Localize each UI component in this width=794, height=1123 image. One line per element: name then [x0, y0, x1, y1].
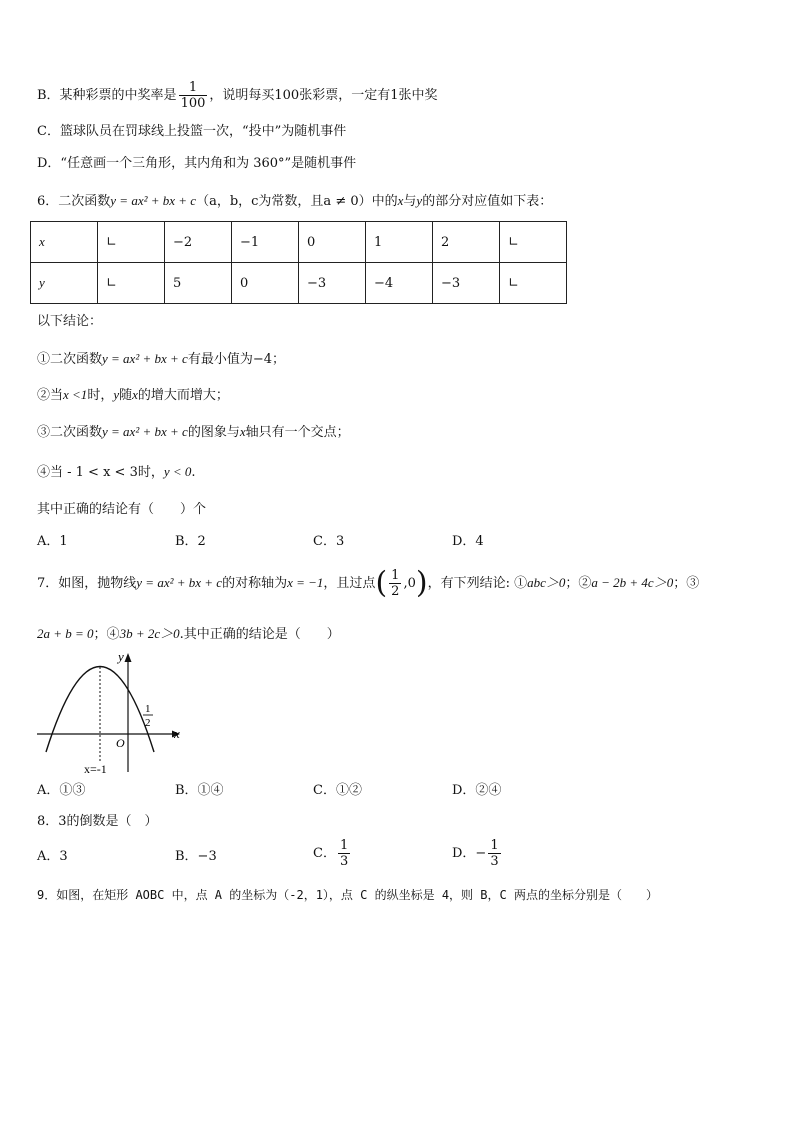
graph-half-den: 2 — [145, 717, 151, 729]
table-cell: −2 — [165, 222, 232, 263]
table-cell: ∟ — [500, 222, 567, 263]
c4-math: y < 0 — [163, 464, 192, 479]
q8-option-d-fraction — [488, 838, 500, 869]
table-cell: −3 — [433, 263, 500, 304]
c3-function: y = ax² + bx + c — [102, 424, 188, 439]
q5-option-b-post: ，说明每买100张彩票，一定有1张中奖 — [209, 88, 438, 103]
q9-stem: 9．如图，在矩形 AOBC 中，点 A 的坐标为（-2，1），点 C 的纵坐标是 4，则 B，C 两点的坐标分别是（ ） — [37, 888, 658, 902]
table-cell: x — [31, 222, 98, 263]
fraction-numerator: 1 — [339, 838, 349, 853]
q6-question: 其中正确的结论有（ ）个 — [37, 502, 207, 517]
c3-var-x: x — [239, 424, 246, 439]
table-cell: 2 — [433, 222, 500, 263]
c2-mid: 时， — [87, 388, 114, 403]
q6-conclusion-2 — [37, 386, 229, 405]
q7-point-fraction — [389, 568, 401, 599]
c1-function: y = ax² + bx + c — [102, 351, 188, 366]
q6-and: 与 — [403, 194, 417, 209]
fraction-denominator: 3 — [490, 854, 499, 869]
q6-option-b[interactable]: B．2 — [175, 534, 206, 549]
q6-conclusion-1 — [37, 350, 285, 369]
table-cell: ∟ — [98, 263, 165, 304]
q7-result-3: 2a + b = 0 — [37, 626, 94, 641]
c2-var-y: y — [113, 387, 120, 402]
q7-result-4: 3b + 2c＞0 — [119, 626, 180, 641]
table-cell: 0 — [299, 222, 366, 263]
table-row-x — [31, 222, 567, 263]
graph-y-arrow — [125, 653, 132, 662]
c1-pre: ①二次函数 — [37, 352, 103, 367]
q7-sep1: ；② — [565, 576, 592, 591]
q6-option-c[interactable]: C．3 — [313, 534, 345, 549]
table-cell: 5 — [165, 263, 232, 304]
graph-axis-label: x=-1 — [84, 762, 107, 775]
q8-stem: 8．3的倒数是（ ） — [37, 814, 158, 829]
q7-stem-mid3: ，有下列结论: ① — [427, 576, 528, 591]
graph-half-num: 1 — [145, 703, 151, 715]
c2-var-x: x — [132, 387, 138, 402]
q7-stem-mid: 的对称轴为 — [222, 576, 288, 591]
q6-stem-pre: 6．二次函数 — [37, 194, 111, 209]
q6-stem-post: 的部分对应值如下表： — [422, 194, 553, 209]
q7-option-b[interactable]: B．①④ — [175, 783, 224, 798]
q7-axis: x = −1 — [287, 575, 324, 590]
q5-option-c: C．篮球队员在罚球线上投篮一次，“投中”为随机事件 — [37, 124, 347, 139]
q7-point-y: ,0 — [403, 576, 416, 591]
graph-x-label: x — [174, 726, 180, 741]
table-cell: −4 — [366, 263, 433, 304]
q8-option-d-pre: D．− — [452, 846, 487, 861]
table-cell: 1 — [366, 222, 433, 263]
table-cell: y — [31, 263, 98, 304]
fraction-denominator: 2 — [391, 584, 400, 599]
c2-post: 的增大而增大； — [137, 388, 229, 403]
q7-result-2: a − 2b + 4c＞0 — [591, 575, 674, 590]
q6-var-x: x — [397, 193, 404, 208]
q8-option-c[interactable] — [313, 838, 352, 869]
q7-option-d[interactable]: D．②④ — [452, 783, 502, 798]
q7-stem-line2 — [37, 625, 340, 644]
q7-stem-mid2: ，且过点 — [323, 576, 376, 591]
fraction-numerator: 1 — [188, 80, 198, 95]
q6-var-y: y — [416, 193, 423, 208]
q5-option-b-pre: B．某种彩票的中奖率是 — [37, 88, 177, 103]
fraction-numerator: 1 — [391, 568, 400, 583]
q8-option-d[interactable] — [452, 838, 503, 869]
c2-mid2: 随 — [119, 388, 133, 403]
q6-stem-mid: （a，b，c为常数，且a ≠ 0）中的 — [196, 194, 398, 209]
q7-option-a[interactable]: A．①③ — [37, 783, 86, 798]
q6-stem — [37, 192, 552, 211]
q8-option-c-pre: C． — [313, 846, 336, 861]
q6-conclusion-3 — [37, 423, 350, 442]
q6-option-a[interactable]: A．1 — [37, 534, 68, 549]
fraction-denominator: 100 — [180, 96, 206, 111]
q6-conclusion-4 — [37, 463, 196, 482]
q6-option-d[interactable]: D．4 — [452, 534, 484, 549]
q7-stem-post: .其中正确的结论是（ ） — [179, 627, 340, 642]
q8-option-c-fraction — [338, 838, 350, 869]
graph-origin-label: O — [116, 736, 125, 750]
q7-result-1: abc＞0 — [527, 575, 566, 590]
fraction-denominator: 3 — [339, 854, 349, 869]
table-cell: −1 — [232, 222, 299, 263]
q7-function: y = ax² + bx + c — [136, 575, 223, 590]
q5-option-d: D．“任意画一个三角形，其内角和为 360°”是随机事件 — [37, 156, 357, 171]
q8-option-b[interactable]: B．−3 — [175, 849, 217, 864]
q8-option-a[interactable]: A．3 — [37, 849, 68, 864]
table-cell: −3 — [299, 263, 366, 304]
c3-mid: 的图象与 — [187, 425, 240, 440]
table-row-y — [31, 263, 567, 304]
q5-option-b-fraction — [179, 80, 208, 111]
c2-pre: ②当 — [37, 388, 64, 403]
table-cell: ∟ — [500, 263, 567, 304]
table-cell: 0 — [232, 263, 299, 304]
q7-stem-pre: 7．如图，抛物线 — [37, 576, 137, 591]
graph-y-label: y — [118, 649, 124, 664]
q7-sep2: ；③ — [673, 576, 700, 591]
q6-function: y = ax² + bx + c — [110, 193, 197, 208]
q6-conclusions-label: 以下结论： — [37, 314, 103, 329]
c4-pre: ④当 - 1 < x < 3时， — [37, 465, 164, 480]
c2-math: x <1 — [63, 387, 88, 402]
q6-value-table — [30, 221, 567, 304]
c1-post: 有最小值为−4； — [187, 352, 285, 367]
q7-stem-line1: 7．如图，抛物线y = ax² + bx + c的对称轴为x = −1，且过点( $\frac{1}{2}$ ,0)，有下列结论: ①abc＞0；②a − 2b + 4c＞0；③ — [37, 565, 700, 601]
q7-option-c[interactable]: C．①② — [313, 783, 362, 798]
q7-sep3: ；④ — [93, 627, 120, 642]
c3-post: 轴只有一个交点； — [245, 425, 350, 440]
q7-parabola-graph — [34, 645, 194, 775]
table-cell: ∟ — [98, 222, 165, 263]
fraction-numerator: 1 — [490, 838, 499, 853]
q5-option-b — [37, 80, 437, 111]
c3-pre: ③二次函数 — [37, 425, 103, 440]
c4-post: . — [191, 465, 196, 480]
